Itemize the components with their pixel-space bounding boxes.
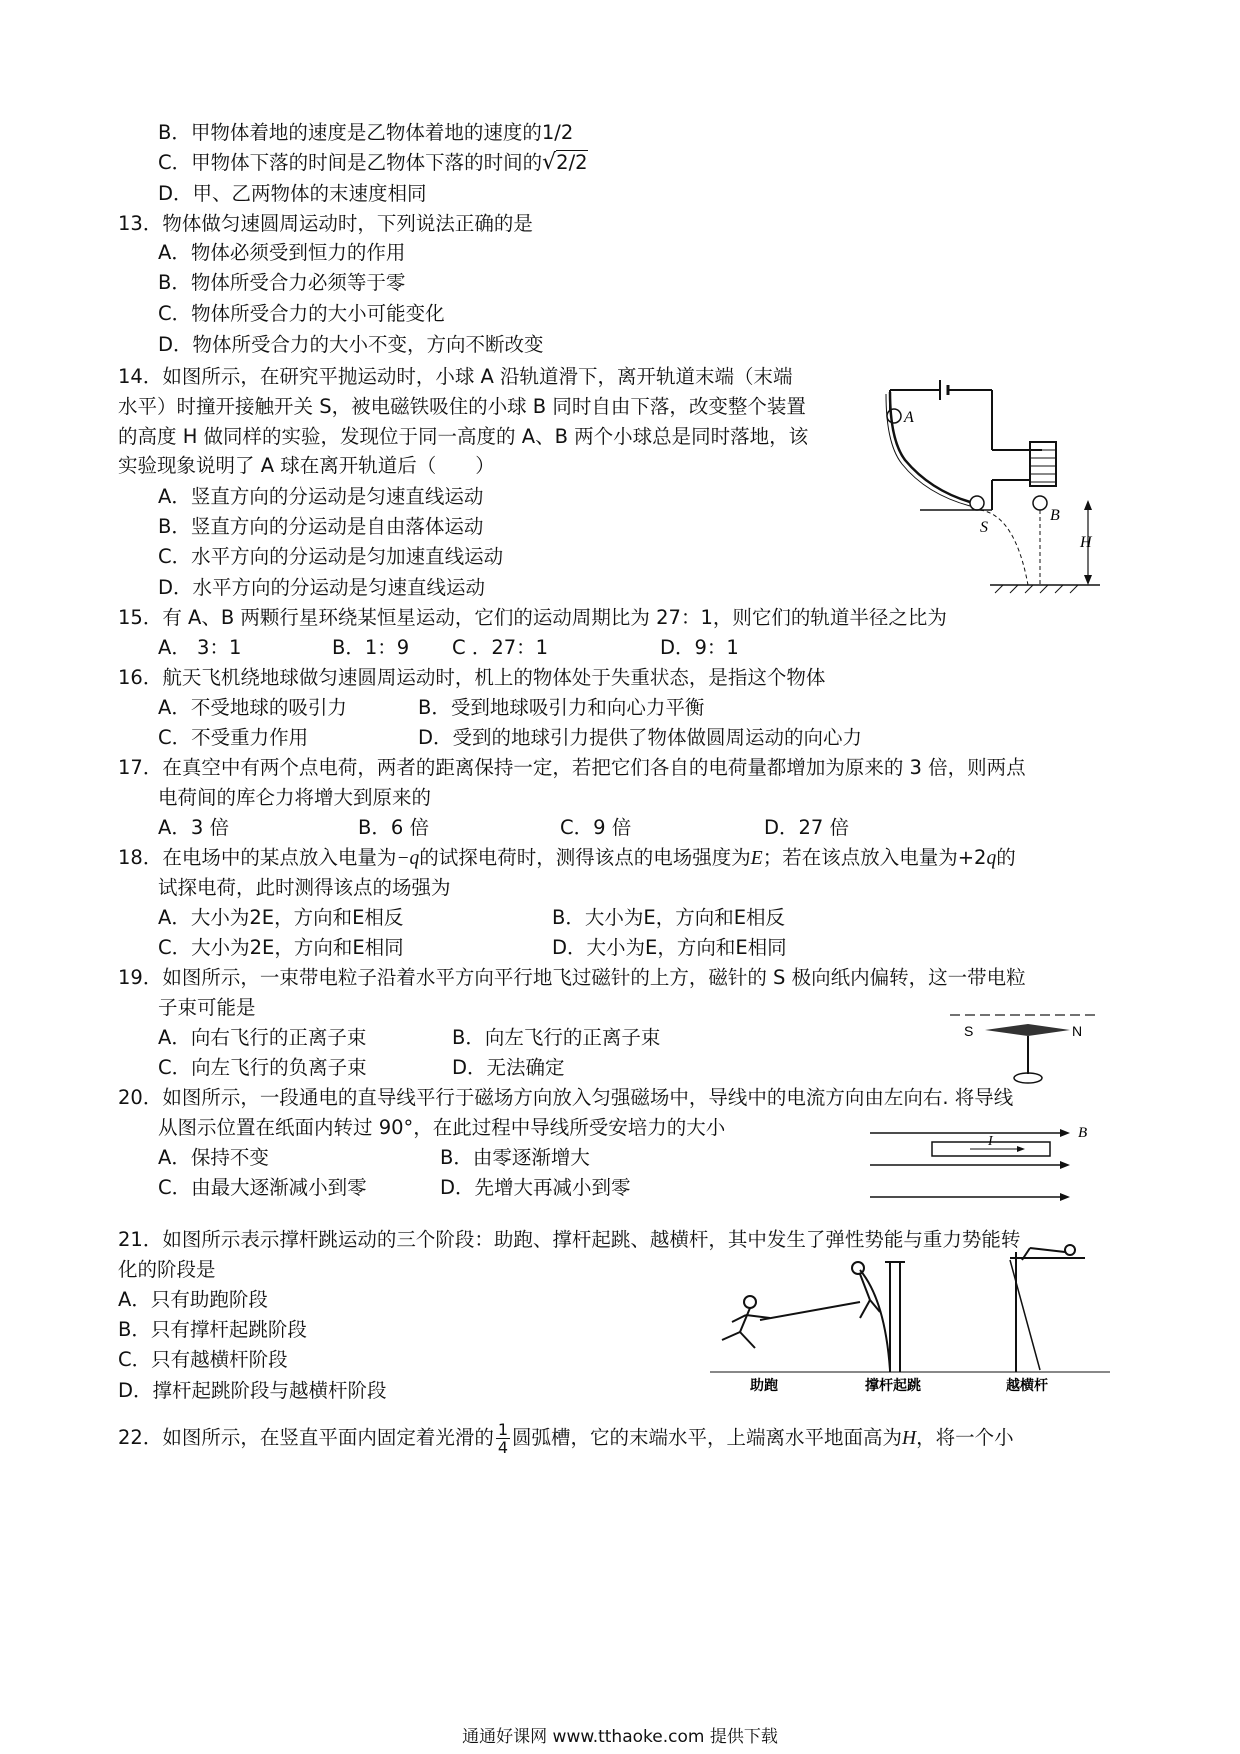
q21-pole-vault-diagram [710,1240,1110,1395]
q14-stem-line2: 水平）时撞开接触开关 S，被电磁铁吸住的小球 B 同时自由下落，改变整个装置 [118,395,806,418]
label-stage-run: 助跑 [750,1377,778,1393]
label-h: H [1080,534,1092,551]
q18-option-c: C．大小为2E，方向和E相同 [158,936,404,959]
q15-option-c: C ．27：1 [452,636,549,659]
q18-option-a: A．大小为2E，方向和E相反 [158,906,404,929]
q21-option-b: B．只有撑杆起跳阶段 [118,1318,307,1341]
fraction-denominator: 4 [497,1438,509,1457]
q18-text-part1: 18．在电场中的某点放入电量为 [118,846,397,869]
q21-stem-line1: 21．如图所示表示撑杆跳运动的三个阶段：助跑、撑杆起跳、越横杆，其中发生了弹性势能与重力势能转 [118,1228,1021,1251]
fraction-one-quarter [496,1421,510,1456]
q22-text-part2: 圆弧槽，它的末端水平，上端离水平地面高为 [512,1426,903,1449]
q22-text-part1: 22．如图所示，在竖直平面内固定着光滑的 [118,1426,494,1449]
q14-stem-line3: 的高度 H 做同样的实验，发现位于同一高度的 A、B 两个小球总是同时落地，该 [118,425,809,448]
label-b-field: B [1078,1125,1088,1141]
label-s-pole: S [964,1023,974,1039]
q22-stem [118,1418,1014,1459]
q21-stem-line2: 化的阶段是 [118,1258,216,1281]
q18-field-symbol: E [750,848,763,869]
q13-option-a: A．物体必须受到恒力的作用 [158,241,406,264]
q18-option-b: B．大小为E，方向和E相反 [552,906,786,929]
q21-option-c: C．只有越横杆阶段 [118,1348,288,1371]
q18-charge: −q [396,848,420,869]
q13-stem: 13．物体做匀速圆周运动时，下列说法正确的是 [118,212,533,235]
sqrt-sign: √ [542,150,557,175]
q12-option-b: B．甲物体着地的速度是乙物体着地的速度的1/2 [158,121,574,144]
q18-charge-symbol: q [986,848,997,869]
q15-option-b: B．1：9 [332,636,410,659]
q14-option-d: D．水平方向的分运动是匀速直线运动 [158,576,486,599]
q22-height-symbol: H [902,1428,917,1449]
label-n-pole: N [1072,1023,1083,1039]
q21-option-d: D．撑杆起跳阶段与越横杆阶段 [118,1379,387,1402]
q13-option-c: C．物体所受合力的大小可能变化 [158,302,445,325]
q19-stem-line1: 19．如图所示，一束带电粒子沿着水平方向平行地飞过磁针的上方，磁针的 S 极向纸内偏转，这一带电粒 [118,966,1026,989]
q18-text-part3: ；若在该点放入电量为+2 [762,846,987,869]
label-stage-takeoff: 撑杆起跳 [865,1377,921,1393]
q18-option-d: D．大小为E，方向和E相同 [552,936,787,959]
q20-stem-line1: 20．如图所示，一段通电的直导线平行于磁场方向放入匀强磁场中，导线中的电流方向由左向右. 将导线 [118,1086,1014,1109]
q19-option-d: D．无法确定 [452,1056,565,1079]
q17-option-a: A．3 倍 [158,816,229,839]
label-b: B [1050,507,1060,524]
q17-stem-line2: 电荷间的库仑力将增大到原来的 [158,786,432,809]
q19-stem-line2: 子束可能是 [158,996,256,1019]
q17-stem-line1: 17．在真空中有两个点电荷，两者的距离保持一定，若把它们各自的电荷量都增加为原来的 3 倍，则两点 [118,756,1026,779]
label-stage-bar: 越横杆 [1006,1377,1048,1393]
q19-option-b: B．向左飞行的正离子束 [452,1026,661,1049]
q22-text-part3: ，将一个小 [916,1426,1014,1449]
q15-stem: 15．有 A、B 两颗行星环绕某恒星运动，它们的运动周期比为 27：1，则它们的轨道半径之比为 [118,606,947,629]
q13-option-d: D．物体所受合力的大小不变，方向不断改变 [158,333,544,356]
q14-option-c: C．水平方向的分运动是匀加速直线运动 [158,545,504,568]
q15-option-d: D．9：1 [660,636,739,659]
q16-option-a: A．不受地球的吸引力 [158,696,347,719]
q19-compass-needle-diagram [950,1010,1100,1090]
q12-option-d: D．甲、乙两物体的末速度相同 [158,182,427,205]
runner-figure [722,1296,770,1348]
q12-option-c-value: 2/2 [556,151,588,174]
fraction-numerator: 1 [497,1420,509,1439]
q18-stem-line1 [118,845,1016,872]
q20-stem-line2: 从图示位置在纸面内转过 90°，在此过程中导线所受安培力的大小 [158,1116,726,1139]
q12-option-c [158,150,588,176]
q20-option-d: D．先增大再减小到零 [440,1176,631,1199]
q17-option-d: D．27 倍 [764,816,850,839]
q19-option-c: C．向左飞行的负离子束 [158,1056,367,1079]
q13-option-b: B．物体所受合力必须等于零 [158,271,406,294]
q18-text-part2: 的试探电荷时，测得该点的电场强度为 [419,846,751,869]
q15-option-a: A． 3：1 [158,636,242,659]
q18-text-part4: 的 [996,846,1016,869]
label-a: A [904,409,914,426]
q14-option-a: A．竖直方向的分运动是匀速直线运动 [158,485,484,508]
q20-magnetic-field-diagram [870,1125,1100,1205]
q12-option-c-text: C．甲物体下落的时间是乙物体下落的时间的 [158,151,543,174]
q17-option-c: C．9 倍 [560,816,632,839]
q18-stem-line2: 试探电荷，此时测得该点的场强为 [158,876,451,899]
q20-option-b: B．由零逐渐增大 [440,1146,590,1169]
q19-option-a: A．向右飞行的正离子束 [158,1026,367,1049]
q16-option-d: D．受到的地球引力提供了物体做圆周运动的向心力 [418,726,863,749]
q14-stem-line4: 实验现象说明了 A 球在离开轨道后（ ） [118,454,495,477]
page-footer: 通通好课网 www.tthaoke.com 提供下载 [462,1727,778,1747]
q16-stem: 16．航天飞机绕地球做匀速圆周运动时，机上的物体处于失重状态，是指这个物体 [118,666,826,689]
q20-option-c: C．由最大逐渐减小到零 [158,1176,367,1199]
q16-option-b: B．受到地球吸引力和向心力平衡 [418,696,705,719]
q17-option-b: B．6 倍 [358,816,429,839]
q14-option-b: B．竖直方向的分运动是自由落体运动 [158,515,484,538]
label-s: S [980,519,988,536]
q16-option-c: C．不受重力作用 [158,726,309,749]
q14-apparatus-diagram [880,380,1110,600]
vaulter-figure [852,1262,880,1318]
q21-option-a: A．只有助跑阶段 [118,1288,268,1311]
q20-option-a: A．保持不变 [158,1146,269,1169]
label-current: I [988,1134,993,1149]
q14-stem-line1: 14．如图所示，在研究平抛运动时，小球 A 沿轨道滑下，离开轨道末端（末端 [118,365,793,388]
